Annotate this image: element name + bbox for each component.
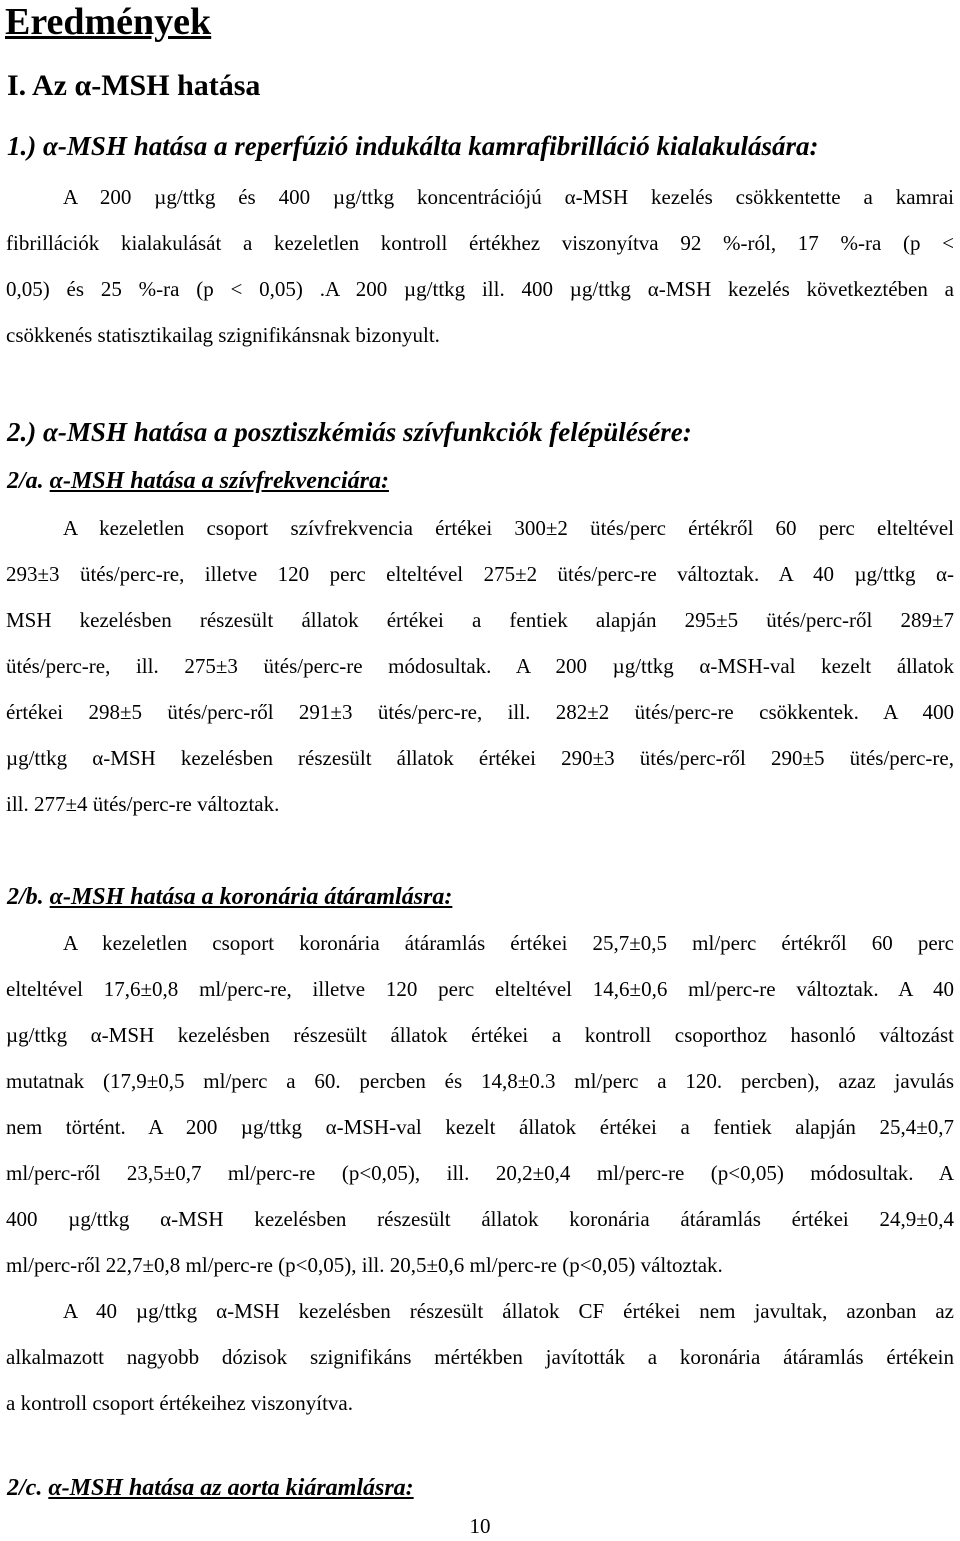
subsection-1-paragraph	[6, 174, 954, 358]
paragraph-line: A 40 µg/ttkg α-MSH kezelésben részesült állatok CF értékei nem javultak, azonban az	[63, 1299, 954, 1323]
subsection-2b-paragraph-1	[6, 920, 954, 1288]
subsection-2b-number: 2/b.	[7, 884, 44, 910]
paragraph-line: a kontroll csoport értékeihez viszonyítva.	[6, 1391, 353, 1415]
paragraph-line: értékei 298±5 ütés/perc-ről 291±3 ütés/perc-re, ill. 282±2 ütés/perc-re csökkentek. A 400	[6, 700, 954, 724]
subsection-2b-title: α-MSH hatása a koronária átáramlásra:	[49, 884, 453, 910]
paragraph-line: MSH kezelésben részesült állatok értékei a fentiek alapján 295±5 ütés/perc-ről 289±7	[6, 608, 954, 632]
paragraph-line: alkalmazott nagyobb dózisok szignifikáns mértékben javították a koronária átáramlás értékein	[6, 1345, 954, 1369]
paragraph-line: A 200 µg/ttkg és 400 µg/ttkg koncentrációjú α-MSH kezelés csökkentette a kamrai	[63, 185, 954, 209]
paragraph-line: µg/ttkg α-MSH kezelésben részesült állatok értékei a kontroll csoporthoz hasonló változást	[6, 1023, 954, 1047]
paragraph-line: nem történt. A 200 µg/ttkg α-MSH-val kezelt állatok értékei a fentiek alapján 25,4±0,7	[6, 1115, 954, 1139]
paragraph-line: A kezeletlen csoport koronária átáramlás értékei 25,7±0,5 ml/perc értékről 60 perc	[63, 931, 954, 955]
paragraph-line: µg/ttkg α-MSH kezelésben részesült állatok értékei 290±3 ütés/perc-ről 290±5 ütés/perc-re,	[6, 746, 954, 770]
paragraph-line: mutatnak (17,9±0,5 ml/perc a 60. percben és 14,8±0.3 ml/perc a 120. percben), azaz javulás	[6, 1069, 954, 1093]
subsection-2a-number: 2/a.	[7, 468, 44, 494]
paragraph-line: 293±3 ütés/perc-re, illetve 120 perc elteltével 275±2 ütés/perc-re változtak. A 40 µg/ttkg α-	[6, 562, 954, 586]
subsection-2a-title: α-MSH hatása a szívfrekvenciára:	[49, 468, 389, 494]
paragraph-line: fibrillációk kialakulását a kezeletlen kontroll értékhez viszonyítva 92 %-ról, 17 %-ra (p <	[6, 231, 954, 255]
subsection-1-title: 1.) α-MSH hatása a reperfúzió indukálta kamrafibrilláció kialakulására:	[7, 131, 819, 161]
subsection-2a-heading	[7, 466, 389, 496]
paragraph-line: elteltével 17,6±0,8 ml/perc-re, illetve 120 perc elteltével 14,6±0,6 ml/perc-re változtak. A 40	[6, 977, 954, 1001]
subsection-2b-heading	[7, 882, 452, 912]
subsection-2c-heading	[7, 1473, 414, 1503]
subsection-2a-paragraph	[6, 505, 954, 827]
page-heading: Eredmények	[5, 1, 212, 43]
paragraph-line: ill. 277±4 ütés/perc-re változtak.	[6, 792, 280, 816]
subsection-2c-title: α-MSH hatása az aorta kiáramlásra:	[48, 1475, 414, 1501]
page-number: 10	[469, 1514, 491, 1538]
paragraph-line: 0,05) és 25 %-ra (p < 0,05) .A 200 µg/ttkg ill. 400 µg/ttkg α-MSH kezelés következtében a	[6, 277, 954, 301]
paragraph-line: 400 µg/ttkg α-MSH kezelésben részesült állatok koronária átáramlás értékei 24,9±0,4	[6, 1207, 954, 1231]
paragraph-line: ütés/perc-re, ill. 275±3 ütés/perc-re módosultak. A 200 µg/ttkg α-MSH-val kezelt állatok	[6, 654, 954, 678]
section-heading: I. Az α-MSH hatása	[7, 69, 261, 102]
subsection-2c-number: 2/c.	[7, 1475, 43, 1501]
subsection-2-title: 2.) α-MSH hatása a posztiszkémiás szívfunkciók felépülésére:	[7, 417, 692, 447]
paragraph-line: A kezeletlen csoport szívfrekvencia értékei 300±2 ütés/perc értékről 60 perc elteltével	[63, 516, 954, 540]
paragraph-line: csökkenés statisztikailag szignifikánsnak bizonyult.	[6, 323, 440, 347]
paragraph-line: ml/perc-ről 22,7±0,8 ml/perc-re (p<0,05), ill. 20,5±0,6 ml/perc-re (p<0,05) változtak.	[6, 1253, 723, 1277]
paragraph-line: ml/perc-ről 23,5±0,7 ml/perc-re (p<0,05), ill. 20,2±0,4 ml/perc-re (p<0,05) módosultak. A	[6, 1161, 954, 1185]
subsection-2b-paragraph-2	[6, 1288, 954, 1426]
